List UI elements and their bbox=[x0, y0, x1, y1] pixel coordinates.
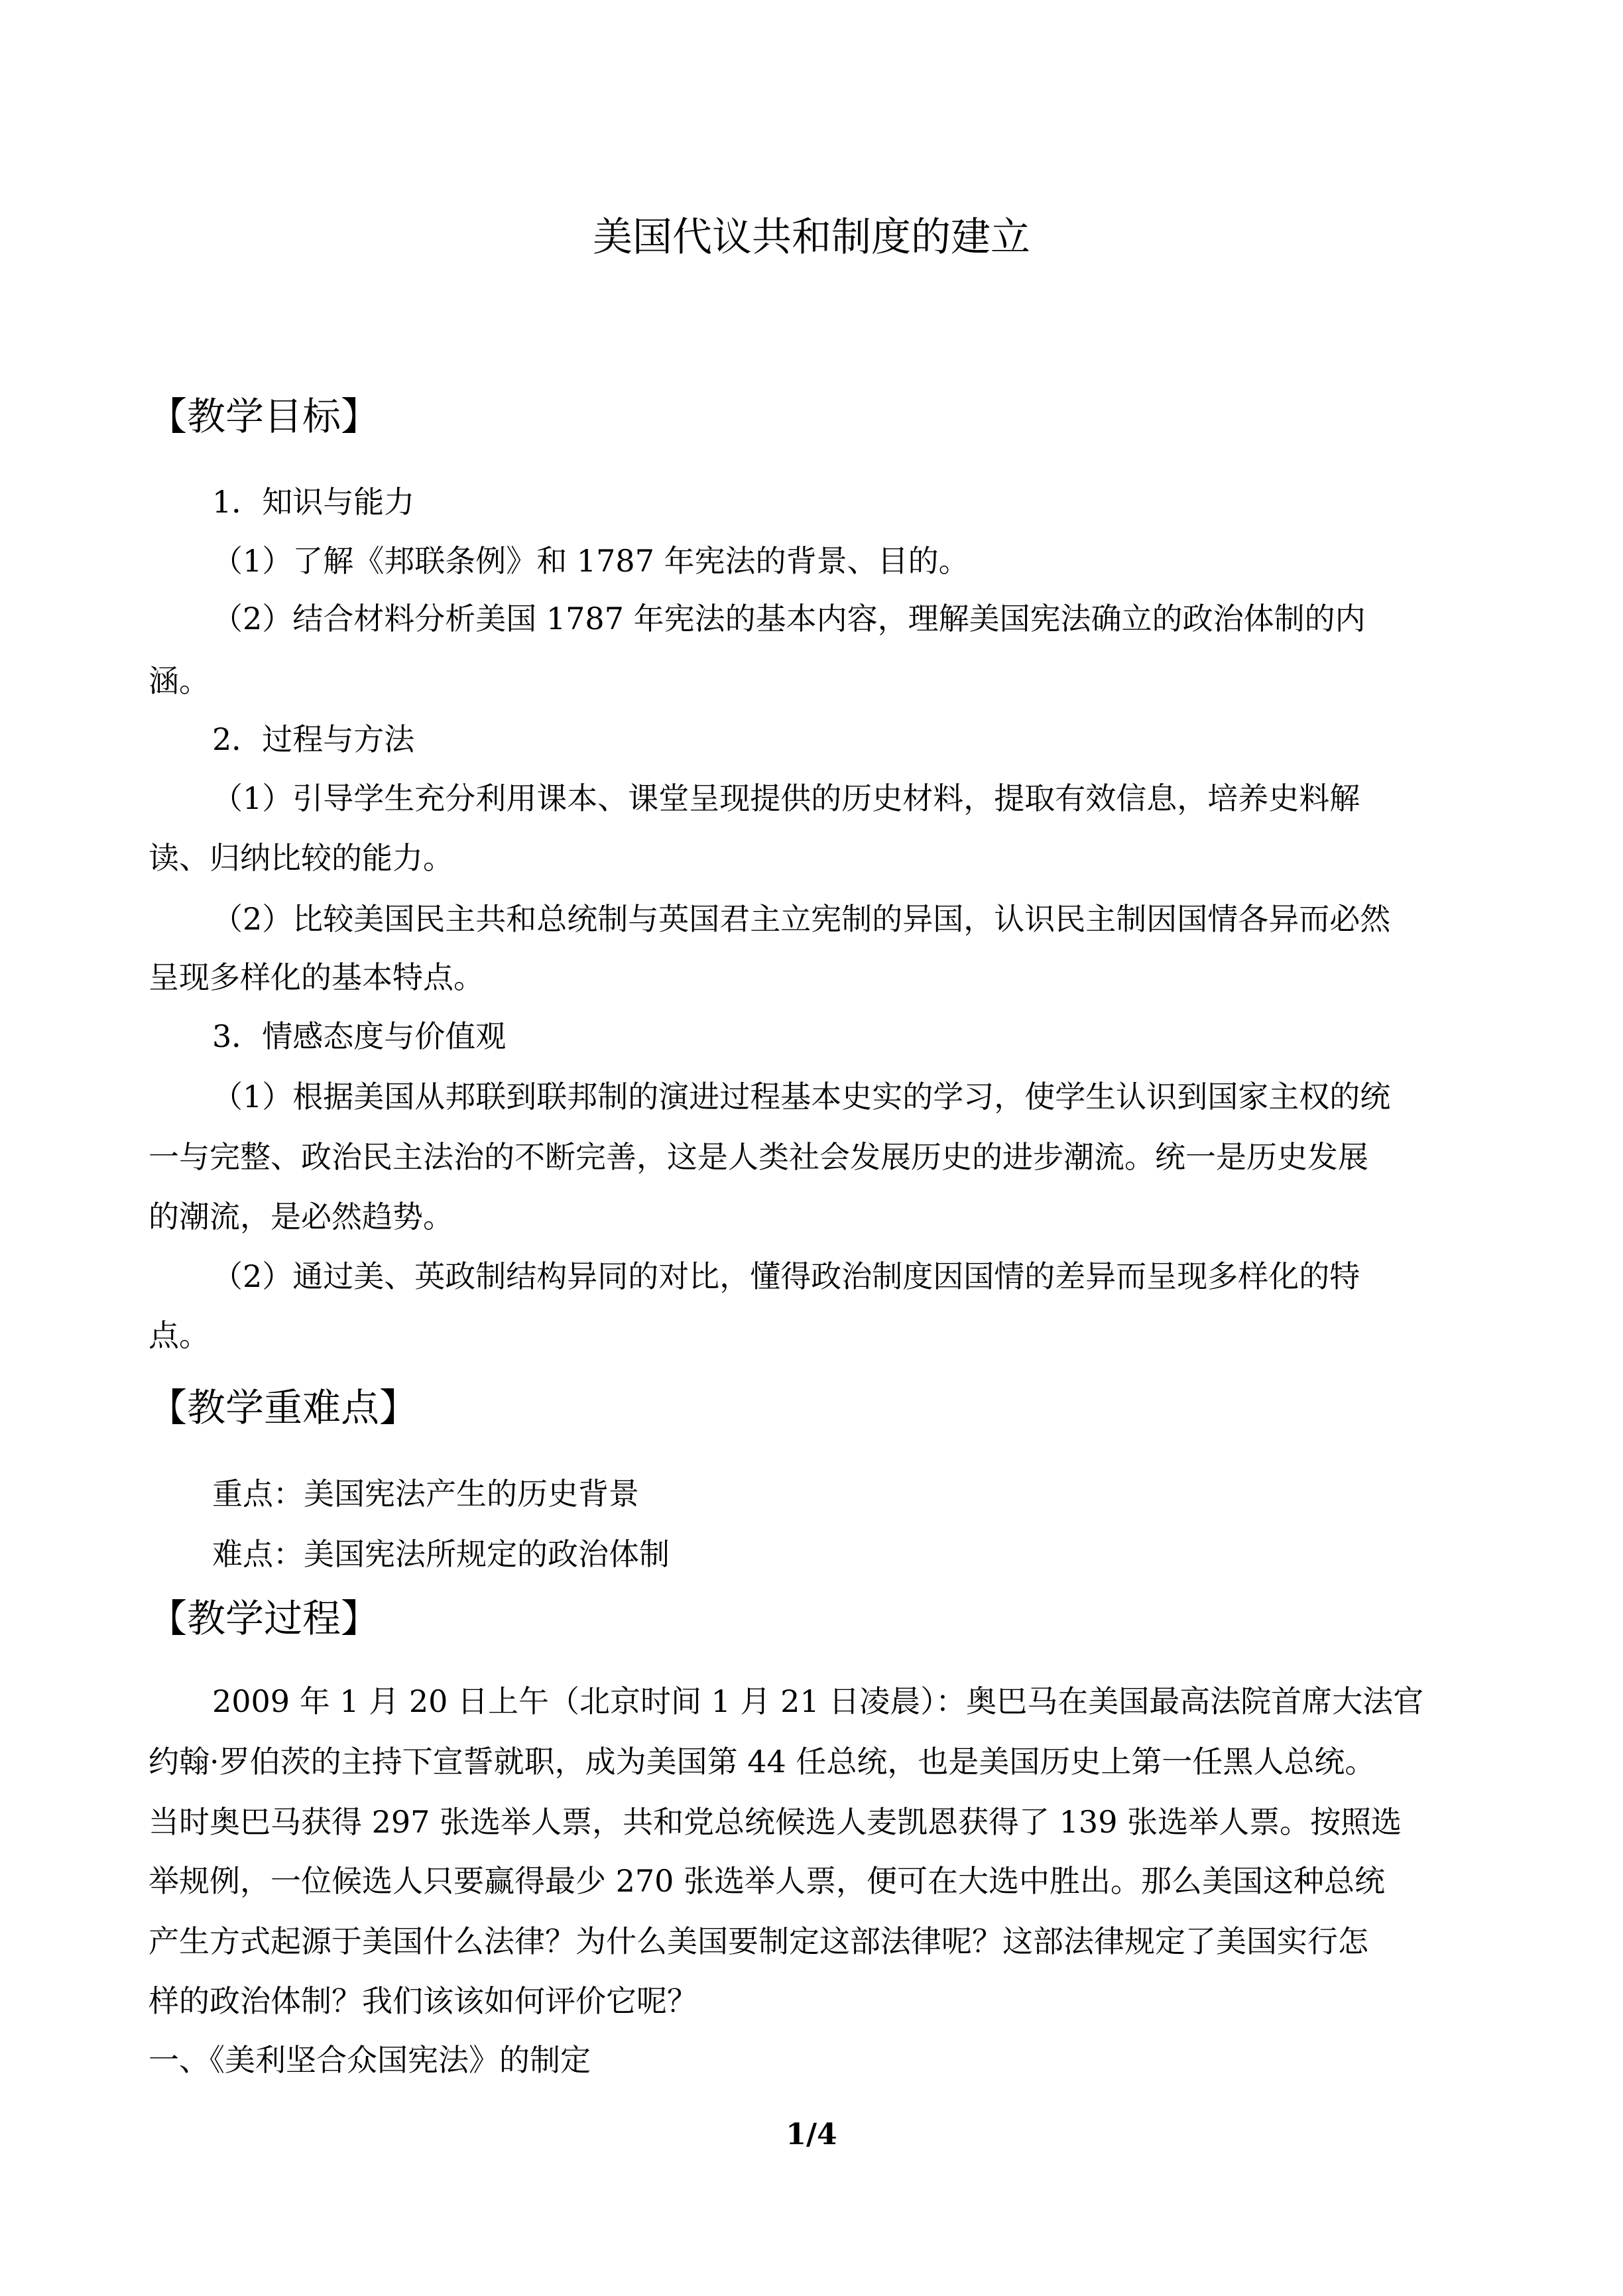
objective-1-title: 1．知识与能力 bbox=[212, 484, 415, 520]
objective-3-item-1-cont-1: 一与完整、政治民主法治的不断完善，这是人类社会发展历史的进步潮流。统一是历史发展 bbox=[149, 1139, 1368, 1175]
intro-paragraph-line-3: 当时奥巴马获得 297 张选举人票，共和党总统候选人麦凯恩获得了 139 张选举人票。按照选 bbox=[149, 1804, 1402, 1840]
heading-objectives: 【教学目标】 bbox=[149, 394, 380, 439]
heading-key-points: 【教学重难点】 bbox=[149, 1385, 418, 1430]
heading-teaching-process: 【教学过程】 bbox=[149, 1596, 380, 1641]
objective-2-item-2: （2）比较美国民主共和总统制与英国君主立宪制的异国，认识民主制因国情各异而必然 bbox=[212, 901, 1391, 937]
objective-3-title: 3．情感态度与价值观 bbox=[212, 1018, 507, 1054]
objective-3-item-2: （2）通过美、英政制结构异同的对比，懂得政治制度因国情的差异而呈现多样化的特 bbox=[212, 1258, 1360, 1294]
page-number: 1/4 bbox=[786, 2118, 837, 2151]
objective-3-item-1: （1）根据美国从邦联到联邦制的演进过程基本史实的学习，使学生认识到国家主权的统 bbox=[212, 1079, 1391, 1115]
subsection-title: 一、《美利坚合众国宪法》的制定 bbox=[149, 2042, 591, 2078]
intro-paragraph-line-4: 举规例，一位候选人只要赢得最少 270 张选举人票，便可在大选中胜出。那么美国这种总统 bbox=[149, 1863, 1386, 1899]
intro-paragraph-line-6: 样的政治体制？我们该该如何评价它呢？ bbox=[149, 1983, 697, 2019]
objective-2-item-2-cont: 呈现多样化的基本特点。 bbox=[149, 959, 484, 995]
intro-paragraph-line-1: 2009 年 1 月 20 日上午（北京时间 1 月 21 日凌晨）：奥巴马在美国最高法院首席大法官 bbox=[212, 1683, 1424, 1719]
objective-2-item-1-cont: 读、归纳比较的能力。 bbox=[149, 840, 453, 876]
key-point: 重点：美国宪法产生的历史背景 bbox=[212, 1476, 639, 1512]
objective-1-item-1: （1）了解《邦联条例》和 1787 年宪法的背景、目的。 bbox=[212, 543, 969, 579]
objective-1-item-2-cont: 涵。 bbox=[149, 663, 210, 699]
page-title: 美国代议共和制度的建立 bbox=[593, 214, 1030, 261]
objective-3-item-1-cont-2: 的潮流，是必然趋势。 bbox=[149, 1199, 453, 1235]
difficult-point: 难点：美国宪法所规定的政治体制 bbox=[212, 1536, 670, 1572]
objective-1-item-2: （2）结合材料分析美国 1787 年宪法的基本内容，理解美国宪法确立的政治体制的内 bbox=[212, 601, 1366, 636]
objective-2-title: 2．过程与方法 bbox=[212, 721, 415, 757]
intro-paragraph-line-2: 约翰·罗伯茨的主持下宣誓就职，成为美国第 44 任总统，也是美国历史上第一任黑人总统。 bbox=[149, 1744, 1376, 1780]
intro-paragraph-line-5: 产生方式起源于美国什么法律？为什么美国要制定这部法律呢？这部法律规定了美国实行怎 bbox=[149, 1923, 1368, 1959]
objective-3-item-2-cont: 点。 bbox=[149, 1317, 210, 1353]
objective-2-item-1: （1）引导学生充分利用课本、课堂呈现提供的历史材料，提取有效信息，培养史料解 bbox=[212, 780, 1360, 816]
